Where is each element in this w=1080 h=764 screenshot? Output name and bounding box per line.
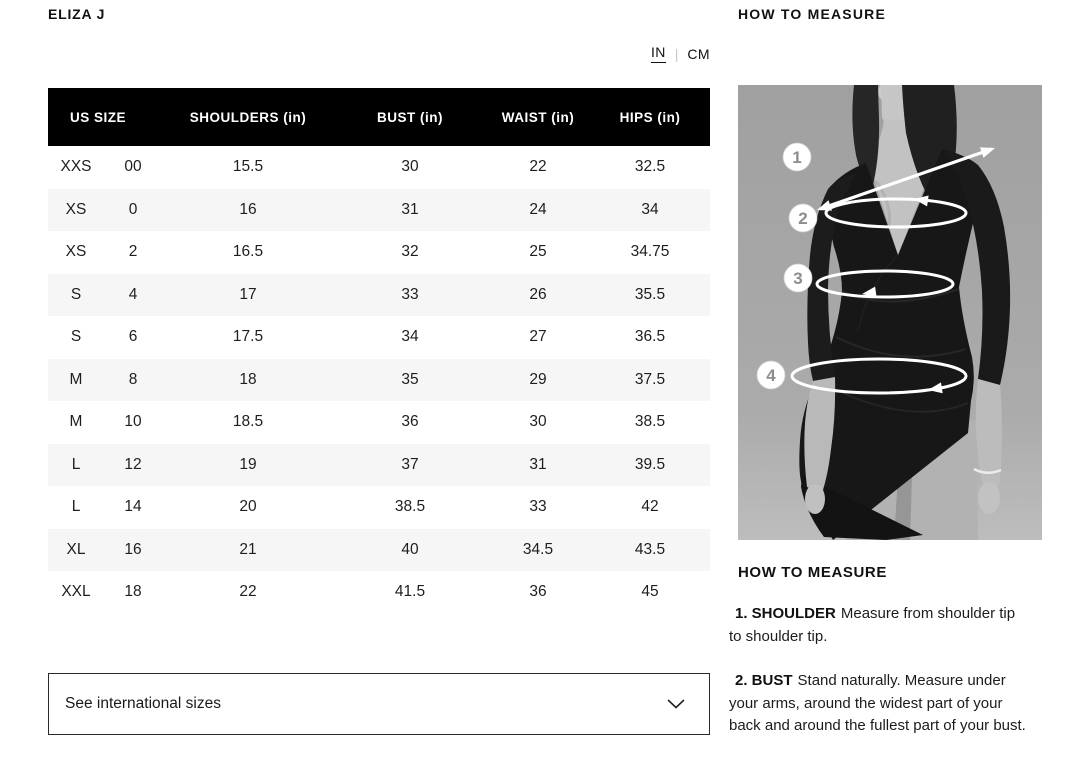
cell-size-letter: L [71, 498, 81, 516]
cell-waist: 31 [529, 455, 547, 473]
cell-shoulders: 15.5 [232, 158, 264, 176]
table-row [48, 571, 710, 614]
cell-size-letter: XS [65, 243, 87, 261]
cell-shoulders: 20 [239, 498, 257, 516]
marker-1-badge [783, 143, 811, 171]
cell-size-letter: XS [65, 200, 87, 218]
cell-size-number: 8 [128, 370, 138, 388]
cell-size-letter: XXL [61, 583, 91, 601]
chevron-down-icon [667, 699, 685, 709]
cell-shoulders: 21 [239, 540, 257, 558]
measure-step-bust [729, 670, 1029, 738]
header-shoulders: SHOULDERS (in) [189, 109, 307, 125]
measure-step-shoulder [729, 603, 1029, 648]
marker-1-number: 1 [792, 148, 802, 167]
unit-in-link[interactable]: IN [651, 44, 666, 63]
cell-size-letter: XL [66, 540, 86, 558]
cell-bust: 40 [401, 540, 419, 558]
table-row [48, 401, 710, 444]
cell-hips: 43.5 [634, 540, 666, 558]
cell-size-number: 0 [128, 200, 138, 218]
measure-section [729, 564, 1029, 738]
unit-cm-link[interactable]: CM [687, 45, 710, 62]
table-row [48, 274, 710, 317]
marker-4-badge [757, 361, 785, 389]
cell-bust: 37 [401, 455, 419, 473]
table-row [48, 146, 710, 189]
cell-hips: 45 [641, 583, 659, 601]
measure-heading-bottom: HOW TO MEASURE [738, 564, 887, 581]
cell-size-number: 2 [128, 243, 138, 261]
cell-size-number: 16 [124, 540, 142, 558]
cell-hips: 32.5 [634, 158, 666, 176]
cell-bust: 34 [401, 328, 419, 346]
cell-shoulders: 18 [239, 370, 257, 388]
cell-hips: 38.5 [634, 413, 666, 431]
cell-size-letter: XXS [60, 158, 92, 176]
cell-waist: 24 [529, 200, 547, 218]
cell-shoulders: 19 [239, 455, 257, 473]
cell-bust: 30 [401, 158, 419, 176]
marker-3-badge [784, 264, 812, 292]
cell-size-letter: L [71, 455, 81, 473]
table-row [48, 486, 710, 529]
cell-hips: 36.5 [634, 328, 666, 346]
cell-size-letter: M [69, 413, 83, 431]
measure-step-label: 2. BUST [735, 672, 793, 689]
cell-hips: 34 [641, 200, 659, 218]
marker-2-badge [789, 204, 817, 232]
size-table [48, 88, 710, 614]
table-row [48, 444, 710, 487]
cell-shoulders: 16.5 [232, 243, 264, 261]
model-left-hand [805, 484, 825, 514]
cell-shoulders: 16 [239, 200, 257, 218]
cell-hips: 37.5 [634, 370, 666, 388]
table-row [48, 231, 710, 274]
cell-shoulders: 22 [239, 583, 257, 601]
header-bust: BUST (in) [377, 109, 444, 125]
header-us-size: US SIZE [70, 109, 127, 125]
brand-title: ELIZA J [48, 6, 106, 22]
cell-bust: 32 [401, 243, 419, 261]
cell-hips: 39.5 [634, 455, 666, 473]
cell-waist: 34.5 [522, 540, 554, 558]
cell-bust: 33 [401, 285, 419, 303]
cell-size-number: 12 [124, 455, 142, 473]
table-row [48, 189, 710, 232]
cell-bust: 31 [401, 200, 419, 218]
model-photo [738, 85, 1042, 540]
header-waist: WAIST (in) [501, 109, 575, 125]
cell-size-letter: S [70, 285, 82, 303]
cell-hips: 34.75 [630, 243, 670, 261]
cell-waist: 29 [529, 370, 547, 388]
table-row [48, 316, 710, 359]
measure-step-label: 1. SHOULDER [735, 605, 836, 622]
international-sizes-dropdown[interactable] [48, 673, 710, 735]
cell-bust: 38.5 [394, 498, 426, 516]
cell-waist: 36 [529, 583, 547, 601]
unit-separator: | [674, 45, 679, 62]
cell-waist: 25 [529, 243, 547, 261]
cell-waist: 33 [529, 498, 547, 516]
international-sizes-label: See international sizes [65, 695, 221, 712]
cell-shoulders: 17 [239, 285, 257, 303]
cell-waist: 22 [529, 158, 547, 176]
cell-hips: 35.5 [634, 285, 666, 303]
marker-3-number: 3 [793, 269, 803, 288]
cell-waist: 26 [529, 285, 547, 303]
cell-size-letter: M [69, 370, 83, 388]
cell-size-number: 4 [128, 285, 138, 303]
cell-size-number: 10 [124, 413, 142, 431]
cell-size-number: 6 [128, 328, 138, 346]
marker-2-number: 2 [798, 209, 808, 228]
measure-heading-top: HOW TO MEASURE [738, 6, 886, 22]
measure-step-text: Stand naturally. Measure under your arms, around the widest part of your back and around the fullest part of your bust. [729, 672, 1026, 734]
marker-4-number: 4 [766, 366, 776, 385]
model-right-hand [978, 482, 1000, 514]
table-header-row [48, 88, 710, 146]
cell-bust: 36 [401, 413, 419, 431]
cell-shoulders: 18.5 [232, 413, 264, 431]
table-row [48, 529, 710, 572]
cell-size-number: 00 [124, 158, 142, 176]
cell-size-number: 14 [124, 498, 142, 516]
header-hips: HIPS (in) [619, 109, 681, 125]
cell-size-letter: S [70, 328, 82, 346]
cell-hips: 42 [641, 498, 659, 516]
cell-waist: 27 [529, 328, 547, 346]
how-to-measure-figure [738, 85, 1042, 540]
cell-waist: 30 [529, 413, 547, 431]
cell-bust: 35 [401, 370, 419, 388]
unit-toggle [48, 44, 710, 63]
cell-size-number: 18 [124, 583, 142, 601]
table-row [48, 359, 710, 402]
cell-shoulders: 17.5 [232, 328, 264, 346]
measure-step-text: Measure from shoulder tip to shoulder tip. [729, 605, 1016, 645]
cell-bust: 41.5 [394, 583, 426, 601]
